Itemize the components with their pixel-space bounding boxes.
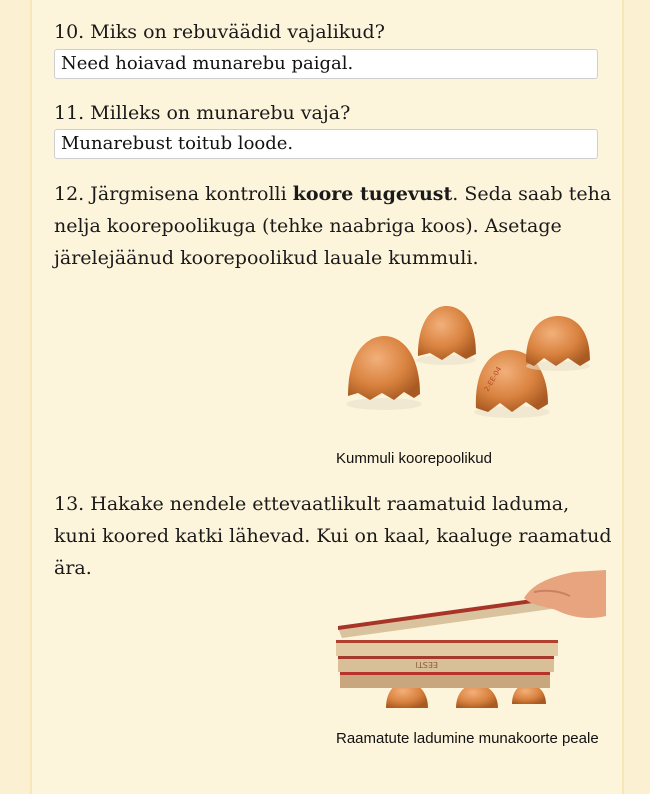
instruction-13: 13. Hakake nendele ettevaatlikult raamatuid laduma, kuni koored katki lähevad. Kui on kaal, kaaluge raamatud ära. xyxy=(54,493,612,579)
eggshells-image xyxy=(334,296,604,426)
worksheet-page xyxy=(30,0,624,794)
books-on-eggshells-image xyxy=(334,568,606,713)
instruction-12-bold: koore tugevust xyxy=(292,183,453,205)
answer-11-field[interactable]: Munarebust toitub loode. xyxy=(54,129,598,159)
svg-text:EESTI: EESTI xyxy=(415,660,438,669)
question-11: 11. Milleks on munarebu vaja? xyxy=(54,102,351,124)
answer-10-field[interactable]: Need hoiavad munarebu paigal. xyxy=(54,49,598,79)
instruction-12 xyxy=(54,178,614,274)
figure1-caption: Kummuli koorepoolikud xyxy=(336,450,492,467)
svg-text:2-EE-04: 2-EE-04 xyxy=(482,365,504,393)
figure2-caption: Raamatute ladumine munakoorte peale xyxy=(336,730,599,747)
instruction-12-start: 12. Järgmisena kontrolli xyxy=(54,183,293,205)
question-10: 10. Miks on rebuväädid vajalikud? xyxy=(54,21,385,43)
instruction-12-end: . Seda saab teha nelja koorepoolikuga (tehke naabriga koos). Asetage järelejäänud koorepoolikud lauale kummuli. xyxy=(54,183,612,269)
